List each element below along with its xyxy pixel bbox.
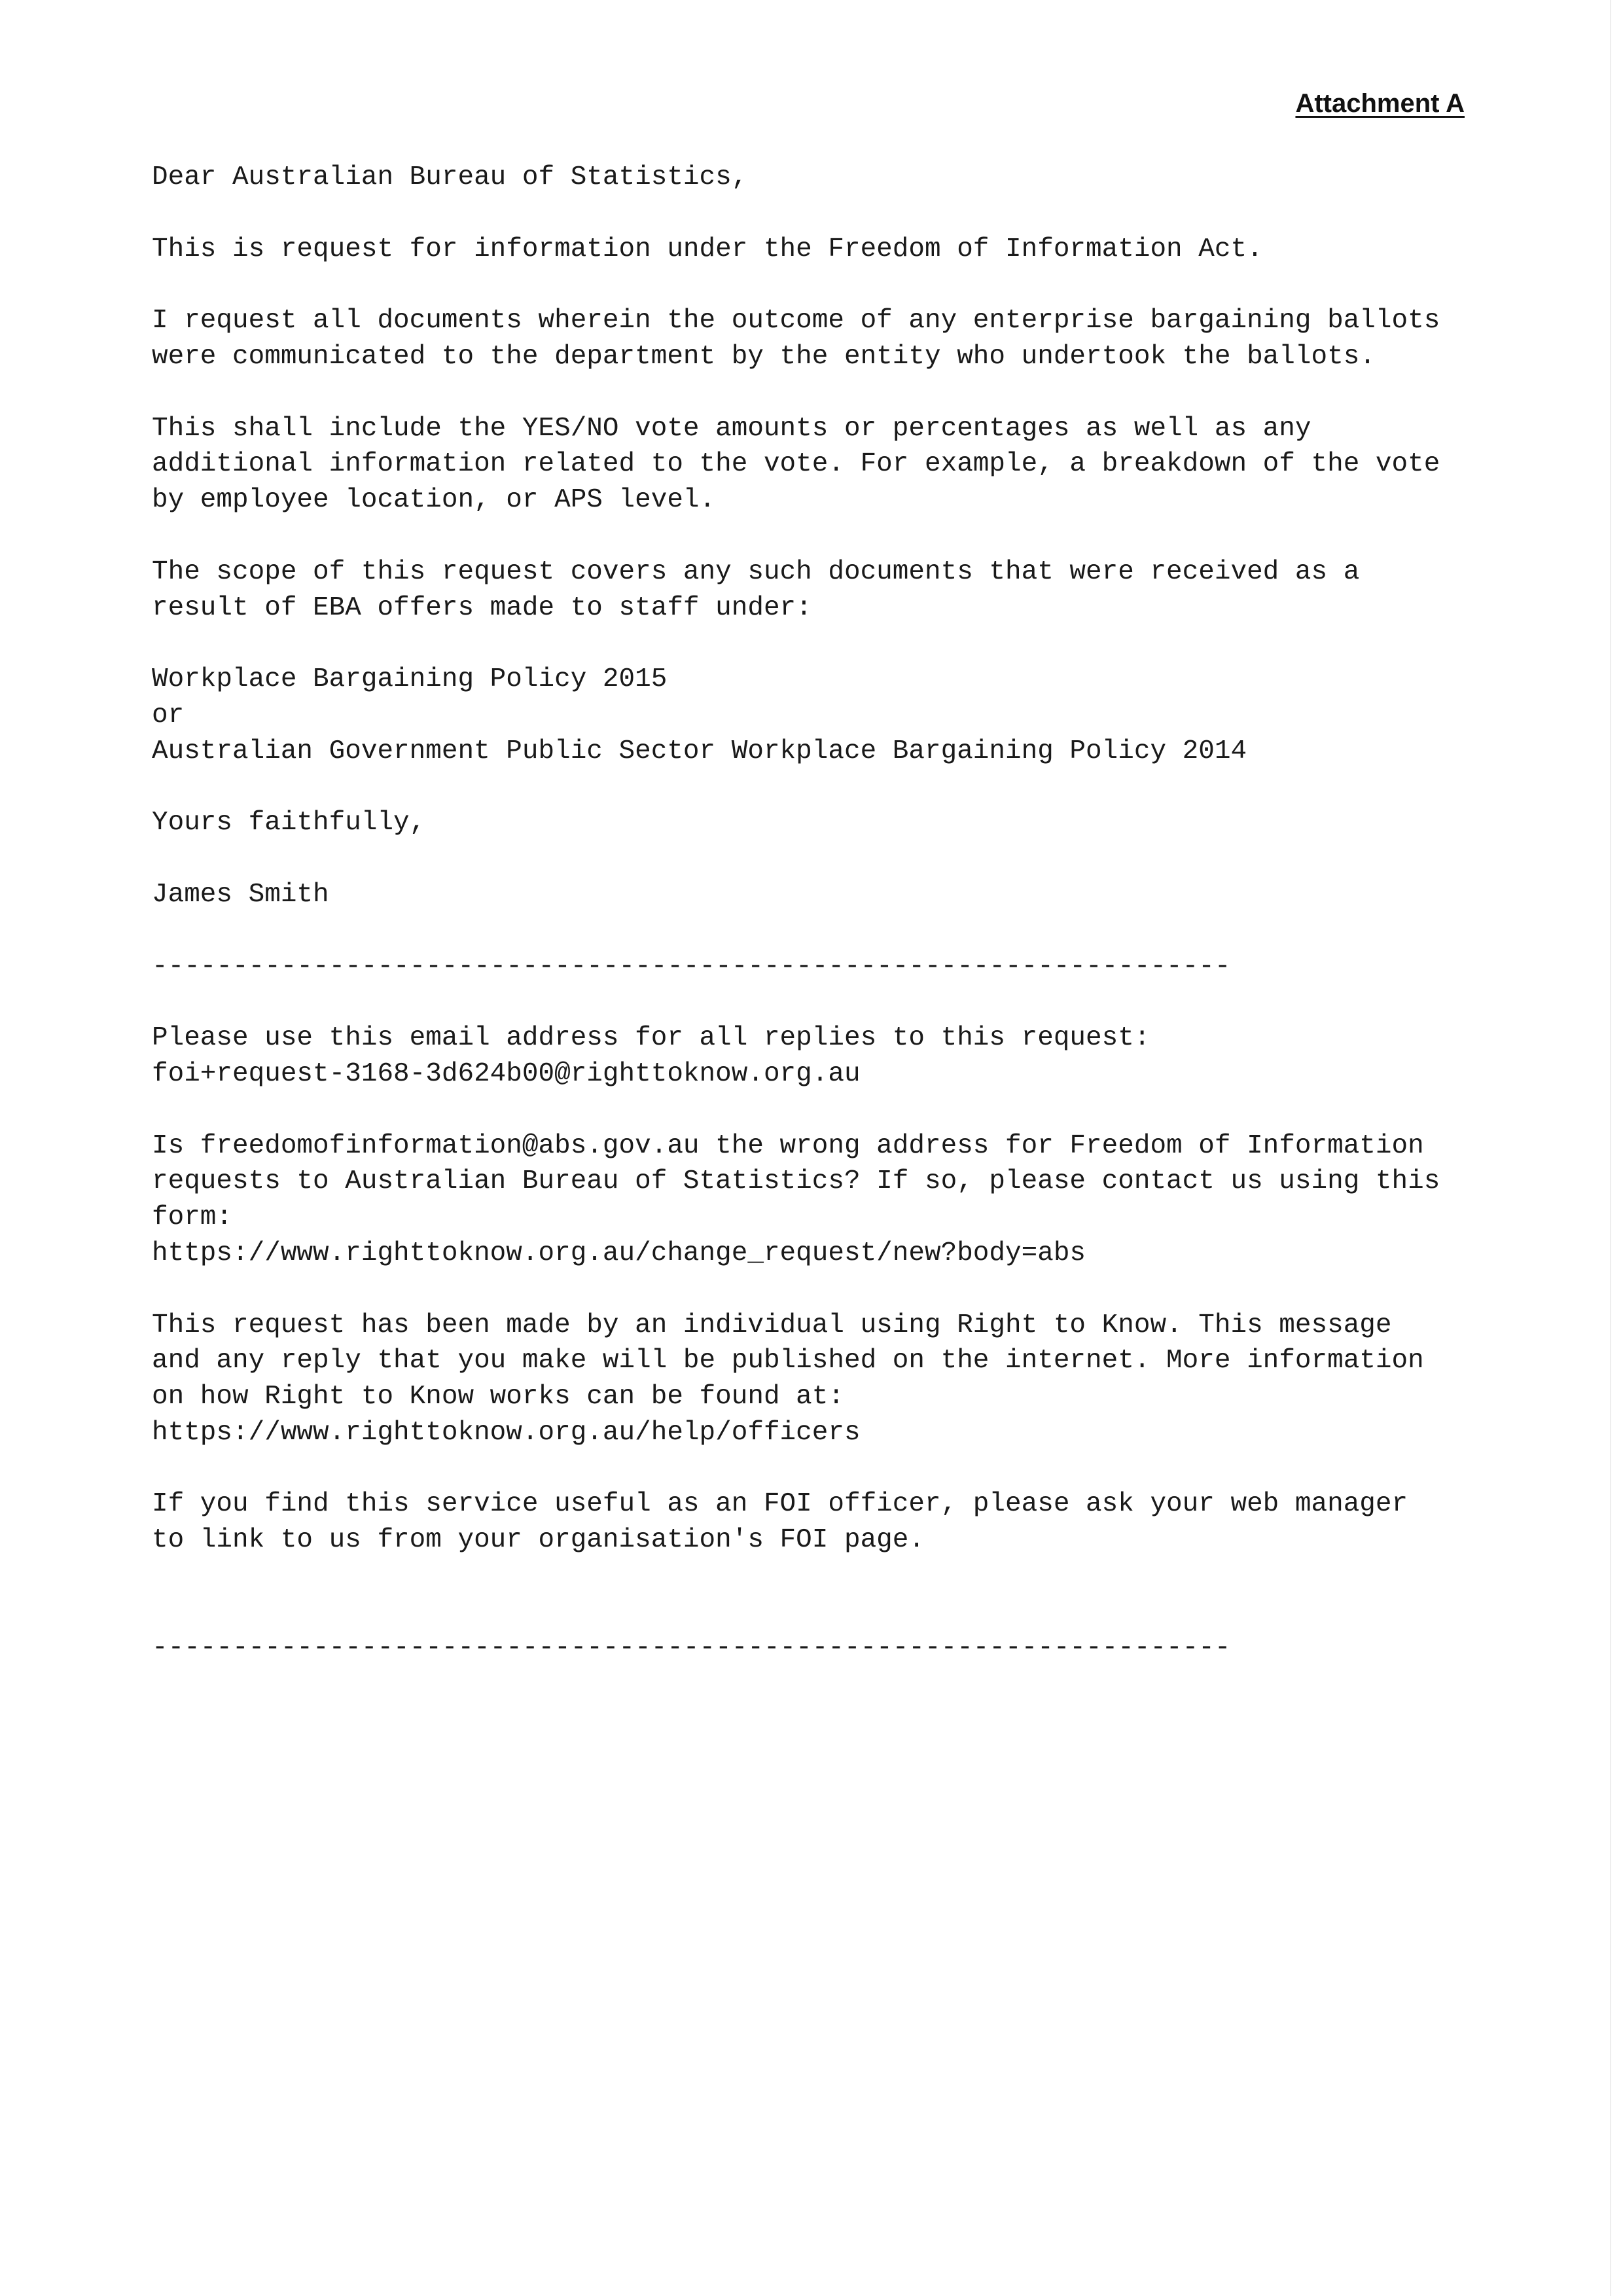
paragraph-line: Is freedomofinformation@abs.gov.au the wrong address for Freedom of Information [152,1130,1424,1161]
paragraph-line: This shall include the YES/NO vote amounts or percentages as well as any [152,413,1311,444]
include-paragraph [152,411,1513,518]
policy-item: Australian Government Public Sector Workplace Bargaining Policy 2014 [152,736,1247,766]
divider-bottom: ------------------------------------------------------------------- [152,1632,1231,1663]
paragraph-line: I request all documents wherein the outcome of any enterprise bargaining ballots [152,306,1440,336]
foi-officer-notice [152,1486,1513,1558]
paragraph-line: This request has been made by an individual using Right to Know. This message [152,1310,1392,1340]
signature: James Smith [152,879,329,910]
scope-paragraph [152,554,1513,626]
policy-list [152,662,1513,769]
closing: Yours faithfully, [152,808,426,838]
paragraph-line: and any reply that you make will be published on the internet. More information [152,1346,1424,1376]
reply-notice [152,1020,1513,1092]
paragraph-line: by employee location, or APS level. [152,485,716,516]
reply-email: foi+request-3168-3d624b00@righttoknow.org.au [152,1058,861,1089]
paragraph-line: on how Right to Know works can be found at: [152,1382,844,1412]
policy-item: Workplace Bargaining Policy 2015 [152,664,668,695]
individual-notice [152,1308,1513,1451]
paragraph-line: The scope of this request covers any such documents that were received as a [152,556,1360,587]
paragraph-line: requests to Australian Bureau of Statistics? If so, please contact us using this [152,1166,1440,1197]
paragraph-line: were communicated to the department by the entity who undertook the ballots. [152,341,1376,372]
salutation: Dear Australian Bureau of Statistics, [152,162,748,192]
paragraph-line: form: [152,1202,233,1233]
intro-line: This is request for information under the Freedom of Information Act. [152,234,1263,264]
paragraph-line: result of EBA offers made to staff under: [152,592,812,623]
divider-top: ------------------------------------------------------------------- [152,951,1231,982]
paragraph-line: to link to us from your organisation's FOI page. [152,1525,925,1556]
page-edge [1610,0,1611,2296]
paragraph-line: If you find this service useful as an FOI officer, please ask your web manager [152,1489,1408,1520]
help-officers-url: https://www.righttoknow.org.au/help/officers [152,1417,861,1448]
change-request-url: https://www.righttoknow.org.au/change_request/new?body=abs [152,1238,1086,1268]
request-paragraph [152,303,1513,375]
letter-body [152,160,1513,1666]
wrong-address-notice [152,1128,1513,1272]
paragraph-line: additional information related to the vote. For example, a breakdown of the vote [152,449,1440,480]
policy-separator: or [152,700,185,730]
attachment-label: Attachment A [1295,89,1465,118]
paragraph-line: Please use this email address for all replies to this request: [152,1023,1150,1054]
